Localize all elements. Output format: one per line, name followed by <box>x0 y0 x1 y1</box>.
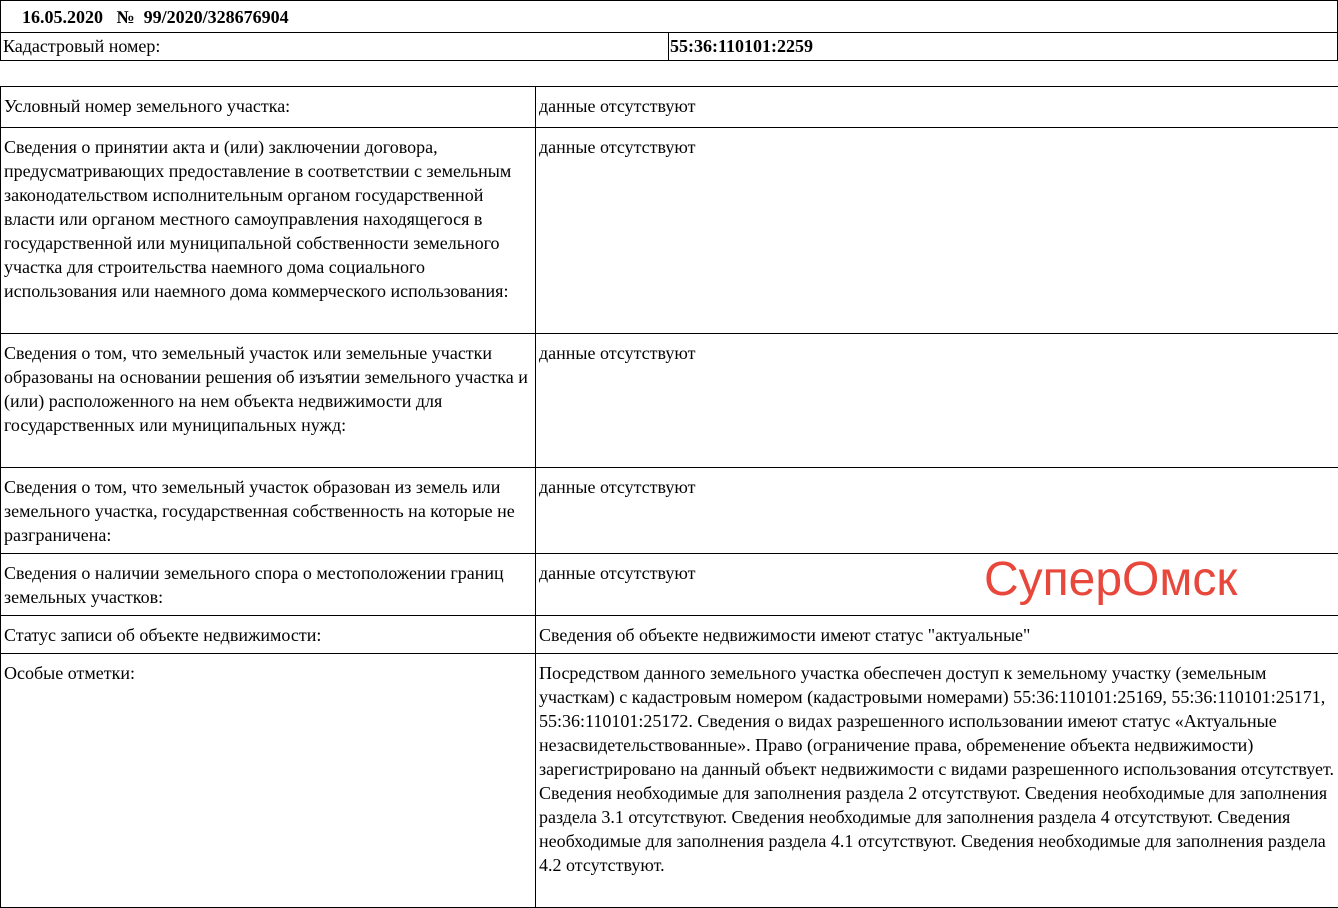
row-value: данные отсутствуют <box>536 334 1338 468</box>
row-label: Сведения о том, что земельный участок или земельные участки образованы на основании решения об изъятии земельного участка и (или) расположенного на нем объекта недвижимости для государственных или муниципальных нужд: <box>1 334 536 468</box>
table-row <box>1 654 1338 908</box>
row-label: Сведения о наличии земельного спора о местоположении границ земельных участков: <box>1 554 536 616</box>
row-value: данные отсутствуют <box>536 468 1338 554</box>
row-value: данные отсутствуют <box>536 554 1338 616</box>
table-row <box>1 468 1338 554</box>
table-row <box>1 87 1338 128</box>
document-header <box>0 0 1338 61</box>
cadastral-row <box>1 33 1337 60</box>
row-label: Статус записи об объекте недвижимости: <box>1 616 536 654</box>
row-value: Посредством данного земельного участка обеспечен доступ к земельному участку (земельным участкам) с кадастровым номером (кадастровыми номерами) 55:36:110101:25169, 55:36:110101:25171, 55:36:110101:25172. Сведения о видах разрешенного использовании имеют статус «Актуальные незасвидетельствованные». Право (ограничение права, обременение объекта недвижимости) зарегистрировано на данный объект недвижимости с видами разрешенного использования отсутствует. Сведения необходимые для заполнения раздела 2 отсутствуют. Сведения необходимые для заполнения раздела 3.1 отсутствуют. Сведения необходимые для заполнения раздела 4 отсутствуют. Сведения необходимые для заполнения раздела 4.1 отсутствуют. Сведения необходимые для заполнения раздела 4.2 отсутствуют. <box>536 654 1338 908</box>
row-label: Условный номер земельного участка: <box>1 87 536 128</box>
row-label: Сведения о принятии акта и (или) заключении договора, предусматривающих предоставление в соответствии с земельным законодательством исполнительным органом государственной власти или органом местного самоуправления находящегося в государственной или муниципальной собственности земельного участка для строительства наемного дома социального использования или наемного дома коммерческого использования: <box>1 128 536 334</box>
row-value: данные отсутствуют <box>536 128 1338 334</box>
watermark-text: СуперОмск <box>984 552 1237 608</box>
table-row <box>1 128 1338 334</box>
number-sign: № <box>117 7 135 27</box>
extract-number: 99/2020/328676904 <box>144 7 289 27</box>
cadastral-value: 55:36:110101:2259 <box>669 33 1337 60</box>
row-value: Сведения об объекте недвижимости имеют статус "актуальные" <box>536 616 1338 654</box>
table-row <box>1 616 1338 654</box>
property-info-table <box>0 86 1338 908</box>
extract-date-number <box>1 1 1337 33</box>
row-value: данные отсутствуют <box>536 87 1338 128</box>
cadastral-label: Кадастровый номер: <box>1 33 669 60</box>
row-label: Сведения о том, что земельный участок образован из земель или земельного участка, государственная собственность на которые не разграничена: <box>1 468 536 554</box>
extract-date: 16.05.2020 <box>22 7 103 27</box>
table-row <box>1 334 1338 468</box>
row-label: Особые отметки: <box>1 654 536 908</box>
